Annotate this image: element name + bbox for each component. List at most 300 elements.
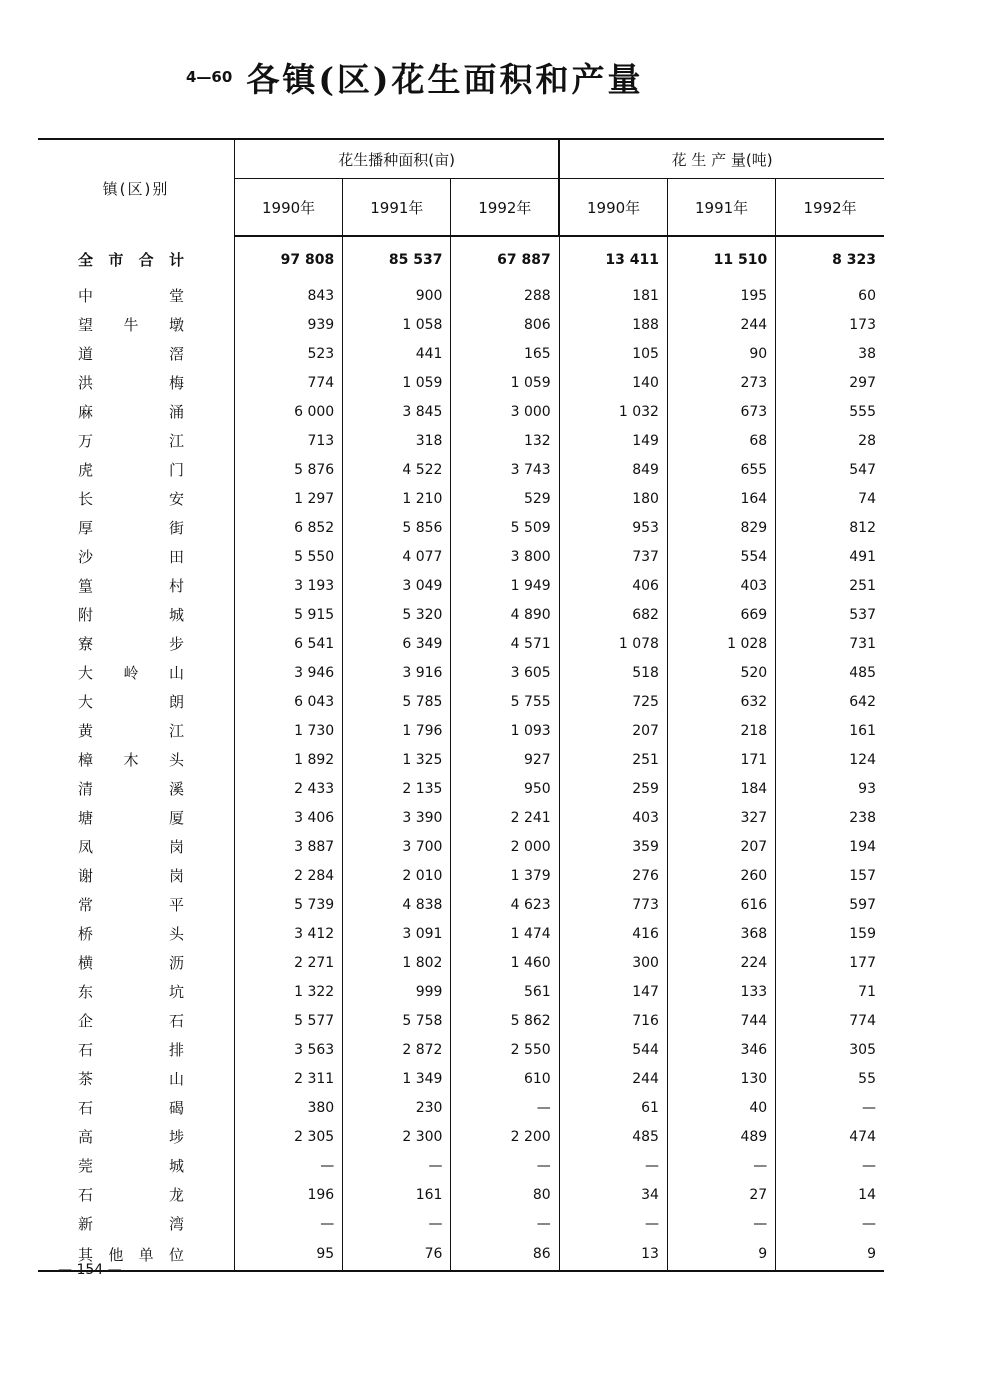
- table-cell: 4 571: [451, 629, 559, 658]
- table-title: 各镇(区)花生面积和产量: [246, 59, 644, 99]
- table-cell: —: [451, 1209, 559, 1238]
- town-name: [38, 803, 234, 832]
- table-cell: 173: [849, 316, 876, 333]
- group-header-area: 花生播种面积(亩): [234, 139, 559, 179]
- table-cell: 4 522: [343, 455, 451, 484]
- table-cell: 3 700: [343, 832, 451, 861]
- town-name: [38, 948, 234, 977]
- table-cell: 3 406: [234, 803, 342, 832]
- table-cell: 610: [451, 1064, 559, 1093]
- town-name: [38, 1006, 234, 1035]
- table-cell: 597: [849, 896, 876, 913]
- year-header: 1992年: [451, 179, 559, 237]
- town-name-text: 麻 涌: [78, 403, 184, 421]
- table-cell: 300: [559, 948, 667, 977]
- table-cell: 71: [858, 983, 876, 1000]
- year-header: 1990年: [559, 179, 667, 237]
- row-header: 镇(区)别: [38, 139, 234, 236]
- table-cell: —: [559, 1151, 667, 1180]
- table-cell: 1 093: [451, 716, 559, 745]
- table-cell: 86: [451, 1238, 559, 1271]
- table-cell: 554: [667, 542, 775, 571]
- table-row: [38, 919, 884, 948]
- table-cell: 93: [858, 780, 876, 797]
- table-cell: 181: [559, 281, 667, 310]
- table-row: [38, 948, 884, 977]
- town-name: [38, 832, 234, 861]
- table-cell: 1 474: [451, 919, 559, 948]
- table-cell: 4 838: [343, 890, 451, 919]
- table-cell: 544: [559, 1035, 667, 1064]
- group-header-yield: 花 生 产 量(吨): [559, 139, 884, 179]
- table-cell: 939: [234, 310, 342, 339]
- table-cell: 812: [849, 519, 876, 536]
- table-row: [38, 832, 884, 861]
- table-cell: 327: [667, 803, 775, 832]
- town-name-text: 厚 街: [78, 519, 184, 537]
- table-cell: 11 510: [667, 236, 775, 281]
- peanut-area-yield-table: [38, 138, 884, 1272]
- town-name-text: 沙 田: [78, 548, 184, 566]
- table-cell: 1 796: [343, 716, 451, 745]
- table-cell: 3 412: [234, 919, 342, 948]
- table-cell: —: [862, 1215, 876, 1232]
- table-cell: 1 949: [451, 571, 559, 600]
- table-cell: 520: [667, 658, 775, 687]
- table-cell: 68: [667, 426, 775, 455]
- statistics-table-container: [38, 138, 884, 1272]
- town-name: [38, 513, 234, 542]
- town-name-text: 谢 岗: [78, 867, 184, 885]
- table-cell: 2 135: [343, 774, 451, 803]
- table-row: [38, 890, 884, 919]
- table-row: [38, 1209, 884, 1238]
- town-name-text: 常 平: [78, 896, 184, 914]
- table-cell: 5 862: [451, 1006, 559, 1035]
- town-name-text: 全 市 合 计: [78, 251, 184, 269]
- table-cell: 1 325: [343, 745, 451, 774]
- town-name-text: 黄 江: [78, 722, 184, 740]
- table-cell: 849: [559, 455, 667, 484]
- table-cell: 2 200: [451, 1122, 559, 1151]
- table-cell: 655: [667, 455, 775, 484]
- town-name: [38, 1209, 234, 1238]
- town-name-text: 高 埗: [78, 1128, 184, 1146]
- table-cell: 725: [559, 687, 667, 716]
- table-cell: 76: [343, 1238, 451, 1271]
- table-cell: 244: [667, 310, 775, 339]
- table-cell: 900: [343, 281, 451, 310]
- table-cell: 13: [559, 1238, 667, 1271]
- town-name: [38, 426, 234, 455]
- table-cell: 744: [667, 1006, 775, 1035]
- table-cell: 149: [559, 426, 667, 455]
- table-cell: 288: [451, 281, 559, 310]
- table-cell: 161: [343, 1180, 451, 1209]
- table-cell: 55: [858, 1070, 876, 1087]
- table-cell: 218: [667, 716, 775, 745]
- table-cell: 259: [559, 774, 667, 803]
- table-cell: 171: [667, 745, 775, 774]
- table-cell: 6 043: [234, 687, 342, 716]
- table-cell: 406: [559, 571, 667, 600]
- table-cell: 38: [858, 345, 876, 362]
- table-row: [38, 1035, 884, 1064]
- table-cell: 1 078: [559, 629, 667, 658]
- town-name-text: 望 牛 墩: [78, 316, 184, 334]
- town-name: [38, 890, 234, 919]
- table-cell: 1 802: [343, 948, 451, 977]
- table-cell: 3 887: [234, 832, 342, 861]
- table-cell: 318: [343, 426, 451, 455]
- table-cell: 441: [343, 339, 451, 368]
- town-name: [38, 310, 234, 339]
- table-cell: —: [343, 1209, 451, 1238]
- table-cell: —: [862, 1157, 876, 1174]
- table-cell: 416: [559, 919, 667, 948]
- town-name-text: 凤 岗: [78, 838, 184, 856]
- town-name-text: 樟 木 头: [78, 751, 184, 769]
- table-cell: 74: [858, 490, 876, 507]
- table-cell: 491: [849, 548, 876, 565]
- table-cell: 2 284: [234, 861, 342, 890]
- table-cell: 529: [451, 484, 559, 513]
- table-cell: 5 577: [234, 1006, 342, 1035]
- table-cell: 3 049: [343, 571, 451, 600]
- town-name-text: 石 龙: [78, 1186, 184, 1204]
- table-cell: 2 550: [451, 1035, 559, 1064]
- table-row: [38, 803, 884, 832]
- table-cell: 3 916: [343, 658, 451, 687]
- table-cell: 207: [559, 716, 667, 745]
- town-name: [38, 1035, 234, 1064]
- table-cell: 297: [849, 374, 876, 391]
- town-name-text: 石 碣: [78, 1099, 184, 1117]
- town-name: [38, 1180, 234, 1209]
- town-name-text: 大 朗: [78, 693, 184, 711]
- year-header: 1992年: [776, 179, 884, 237]
- table-cell: 9: [776, 1238, 884, 1271]
- table-row: [38, 687, 884, 716]
- table-cell: 3 563: [234, 1035, 342, 1064]
- table-cell: 380: [234, 1093, 342, 1122]
- table-cell: 2 010: [343, 861, 451, 890]
- table-cell: —: [451, 1093, 559, 1122]
- table-cell: 632: [667, 687, 775, 716]
- table-cell: 140: [559, 368, 667, 397]
- town-name-text: 桥 头: [78, 925, 184, 943]
- table-cell: 843: [234, 281, 342, 310]
- table-cell: 4 890: [451, 600, 559, 629]
- table-cell: 359: [559, 832, 667, 861]
- table-cell: 6 349: [343, 629, 451, 658]
- table-cell: —: [667, 1209, 775, 1238]
- table-cell: —: [667, 1151, 775, 1180]
- table-cell: 4 623: [451, 890, 559, 919]
- table-row: [38, 542, 884, 571]
- table-cell: 6 000: [234, 397, 342, 426]
- table-cell: 13 411: [559, 236, 667, 281]
- town-name-text: 茶 山: [78, 1070, 184, 1088]
- table-cell: 164: [667, 484, 775, 513]
- table-cell: 1 059: [451, 368, 559, 397]
- table-cell: 130: [667, 1064, 775, 1093]
- town-name-text: 洪 梅: [78, 374, 184, 392]
- table-cell: 368: [667, 919, 775, 948]
- table-cell: 132: [451, 426, 559, 455]
- table-cell: 1 322: [234, 977, 342, 1006]
- town-name: [38, 1093, 234, 1122]
- town-name-text: 大 岭 山: [78, 664, 184, 682]
- table-cell: —: [862, 1099, 876, 1116]
- table-cell: 774: [234, 368, 342, 397]
- table-cell: 518: [559, 658, 667, 687]
- year-header: 1991年: [343, 179, 451, 237]
- town-name: [38, 600, 234, 629]
- table-cell: 5 758: [343, 1006, 451, 1035]
- table-cell: 251: [559, 745, 667, 774]
- table-cell: 3 390: [343, 803, 451, 832]
- table-cell: 3 800: [451, 542, 559, 571]
- town-name-text: 莞 城: [78, 1157, 184, 1175]
- table-cell: 403: [667, 571, 775, 600]
- table-cell: 3 605: [451, 658, 559, 687]
- town-name: [38, 484, 234, 513]
- table-cell: 5 739: [234, 890, 342, 919]
- table-cell: 3 743: [451, 455, 559, 484]
- table-cell: 1 210: [343, 484, 451, 513]
- table-cell: 673: [667, 397, 775, 426]
- table-cell: 224: [667, 948, 775, 977]
- table-row: [38, 716, 884, 745]
- table-cell: 34: [559, 1180, 667, 1209]
- table-cell: 40: [667, 1093, 775, 1122]
- town-name-text: 石 排: [78, 1041, 184, 1059]
- table-row: [38, 1122, 884, 1151]
- town-name: [38, 774, 234, 803]
- table-cell: 2 433: [234, 774, 342, 803]
- table-cell: 669: [667, 600, 775, 629]
- table-cell: 14: [858, 1186, 876, 1203]
- town-name-text: 虎 门: [78, 461, 184, 479]
- table-cell: 999: [343, 977, 451, 1006]
- table-cell: 147: [559, 977, 667, 1006]
- table-cell: 485: [559, 1122, 667, 1151]
- table-cell: 3 845: [343, 397, 451, 426]
- table-cell: 188: [559, 310, 667, 339]
- table-cell: —: [234, 1151, 342, 1180]
- table-cell: —: [234, 1209, 342, 1238]
- table-cell: 4 077: [343, 542, 451, 571]
- table-cell: 207: [667, 832, 775, 861]
- table-row: [38, 310, 884, 339]
- table-cell: 773: [559, 890, 667, 919]
- table-row: [38, 426, 884, 455]
- table-cell: 403: [559, 803, 667, 832]
- table-row: [38, 339, 884, 368]
- town-name-text: 新 湾: [78, 1215, 184, 1233]
- table-row: [38, 658, 884, 687]
- table-row: [38, 513, 884, 542]
- town-name: [38, 716, 234, 745]
- table-cell: 5 509: [451, 513, 559, 542]
- table-row: [38, 236, 884, 281]
- town-name-text: 中 堂: [78, 287, 184, 305]
- table-cell: 3 193: [234, 571, 342, 600]
- table-number: 4—60: [186, 68, 233, 86]
- table-cell: 161: [849, 722, 876, 739]
- table-cell: 6 852: [234, 513, 342, 542]
- table-cell: 97 808: [234, 236, 342, 281]
- table-row: [38, 1006, 884, 1035]
- table-cell: 616: [667, 890, 775, 919]
- table-cell: 2 241: [451, 803, 559, 832]
- table-cell: 1 892: [234, 745, 342, 774]
- table-cell: 1 059: [343, 368, 451, 397]
- table-cell: 124: [849, 751, 876, 768]
- town-name: [38, 629, 234, 658]
- table-row: [38, 455, 884, 484]
- town-name: [38, 236, 234, 281]
- table-cell: 5 856: [343, 513, 451, 542]
- table-cell: 159: [849, 925, 876, 942]
- table-cell: 1 349: [343, 1064, 451, 1093]
- town-name: [38, 919, 234, 948]
- table-cell: —: [559, 1209, 667, 1238]
- town-name-text: 寮 步: [78, 635, 184, 653]
- table-cell: 196: [234, 1180, 342, 1209]
- table-cell: 1 058: [343, 310, 451, 339]
- table-cell: 80: [451, 1180, 559, 1209]
- table-cell: 157: [849, 867, 876, 884]
- table-cell: 180: [559, 484, 667, 513]
- table-cell: 555: [849, 403, 876, 420]
- town-name-text: 其 他 单 位: [78, 1245, 184, 1264]
- table-cell: 133: [667, 977, 775, 1006]
- town-name-text: 东 坑: [78, 983, 184, 1001]
- table-cell: 251: [849, 577, 876, 594]
- table-cell: 537: [849, 606, 876, 623]
- table-cell: 1 028: [667, 629, 775, 658]
- table-cell: 9: [667, 1238, 775, 1271]
- table-cell: 5 550: [234, 542, 342, 571]
- table-cell: 61: [559, 1093, 667, 1122]
- town-name: [38, 368, 234, 397]
- town-name: [38, 397, 234, 426]
- table-cell: 2 000: [451, 832, 559, 861]
- table-cell: 6 541: [234, 629, 342, 658]
- table-cell: 485: [849, 664, 876, 681]
- town-name: [38, 571, 234, 600]
- table-row: [38, 397, 884, 426]
- table-cell: 1 460: [451, 948, 559, 977]
- table-row: [38, 1151, 884, 1180]
- table-cell: 165: [451, 339, 559, 368]
- table-cell: 195: [667, 281, 775, 310]
- town-name-text: 横 沥: [78, 954, 184, 972]
- page-title: [186, 52, 644, 102]
- table-cell: 3 091: [343, 919, 451, 948]
- town-name-text: 长 安: [78, 490, 184, 508]
- table-cell: 177: [849, 954, 876, 971]
- table-cell: 829: [667, 513, 775, 542]
- table-cell: 244: [559, 1064, 667, 1093]
- table-row: [38, 977, 884, 1006]
- table-cell: 713: [234, 426, 342, 455]
- table-cell: 2 872: [343, 1035, 451, 1064]
- town-name: [38, 455, 234, 484]
- table-cell: 716: [559, 1006, 667, 1035]
- table-cell: 5 915: [234, 600, 342, 629]
- table-row: [38, 629, 884, 658]
- town-name: [38, 687, 234, 716]
- town-name: [38, 339, 234, 368]
- table-cell: 950: [451, 774, 559, 803]
- table-cell: 194: [849, 838, 876, 855]
- town-name: [38, 658, 234, 687]
- table-cell: 5 755: [451, 687, 559, 716]
- table-cell: 67 887: [451, 236, 559, 281]
- table-cell: 2 271: [234, 948, 342, 977]
- table-cell: 5 876: [234, 455, 342, 484]
- table-cell: 95: [234, 1238, 342, 1271]
- town-name: [38, 542, 234, 571]
- table-row: [38, 1180, 884, 1209]
- page-number: — 154 —: [58, 1262, 122, 1278]
- table-cell: 1 730: [234, 716, 342, 745]
- table-cell: 489: [667, 1122, 775, 1151]
- table-cell: 60: [858, 287, 876, 304]
- table-cell: 105: [559, 339, 667, 368]
- table-cell: —: [343, 1151, 451, 1180]
- table-row: [38, 368, 884, 397]
- table-cell: 5 320: [343, 600, 451, 629]
- table-row: [38, 484, 884, 513]
- table-cell: 682: [559, 600, 667, 629]
- table-cell: 8 323: [832, 252, 876, 268]
- table-cell: 273: [667, 368, 775, 397]
- town-name: [38, 1151, 234, 1180]
- table-cell: 642: [849, 693, 876, 710]
- table-row: [38, 1093, 884, 1122]
- table-cell: 85 537: [343, 236, 451, 281]
- town-name-text: 万 江: [78, 432, 184, 450]
- table-cell: 238: [849, 809, 876, 826]
- table-cell: 1 379: [451, 861, 559, 890]
- table-cell: 5 785: [343, 687, 451, 716]
- table-row: [38, 1238, 884, 1271]
- table-cell: 230: [343, 1093, 451, 1122]
- table-cell: 90: [667, 339, 775, 368]
- table-row: [38, 774, 884, 803]
- town-name-text: 道 滘: [78, 345, 184, 363]
- town-name-text: 篁 村: [78, 577, 184, 595]
- year-header: 1991年: [667, 179, 775, 237]
- table-row: [38, 281, 884, 310]
- town-name: [38, 745, 234, 774]
- table-cell: 260: [667, 861, 775, 890]
- town-name-text: 塘 厦: [78, 809, 184, 827]
- town-name: [38, 281, 234, 310]
- town-name: [38, 1064, 234, 1093]
- table-cell: 3 946: [234, 658, 342, 687]
- table-row: [38, 1064, 884, 1093]
- table-cell: 806: [451, 310, 559, 339]
- town-name: [38, 977, 234, 1006]
- table-cell: 28: [858, 432, 876, 449]
- table-cell: 731: [849, 635, 876, 652]
- table-cell: 3 000: [451, 397, 559, 426]
